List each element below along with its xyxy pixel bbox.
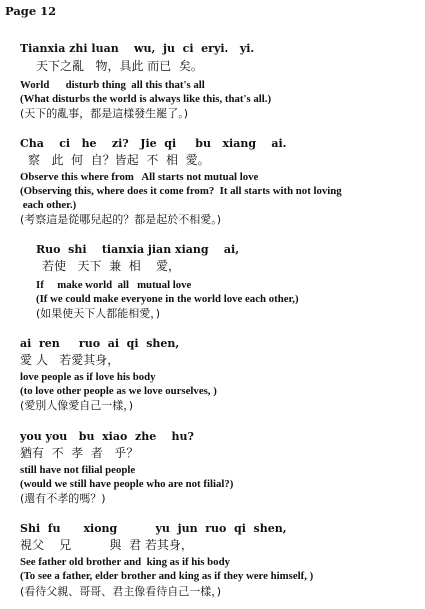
english-translation: (would we still have people who are not filial?) (20, 478, 234, 490)
pinyin-line: Cha ci he zi? Jie qi bu xiang ai. (20, 137, 287, 150)
chinese-translation: (天下的亂事，都是這樣發生罷了。) (20, 107, 189, 120)
english-translation: (If we could make everyone in the world love each other,) (36, 293, 299, 305)
english-gloss: love people as if love his body (20, 371, 156, 383)
chinese-line: 猶有 不 孝 者 乎？ (20, 446, 139, 460)
chinese-line: 愛 人 若愛其身， (20, 353, 120, 367)
chinese-line: 天下之亂 物，具此 而已 矣。 (36, 59, 203, 73)
pinyin-line: Shi fu xiong yu jun ruo qi shen, (20, 522, 287, 535)
chinese-translation: (考察這是從哪兒起的？都是起於不相愛。) (20, 213, 222, 226)
page-number: Page 12 (5, 4, 57, 18)
english-translation-continued: each other.) (20, 199, 77, 211)
english-gloss: still have not filial people (20, 464, 136, 476)
english-gloss: World disturb thing all this that's all (20, 79, 205, 91)
chinese-line: 察 此 何 自？皆起 不 相 愛。 (28, 153, 210, 167)
pinyin-line: Ruo shi tianxia jian xiang ai, (36, 243, 240, 256)
english-translation: (Observing this, where does it come from? It all starts with not loving (20, 185, 342, 197)
english-translation: (What disturbs the world is always like this, that's all.) (20, 93, 272, 105)
chinese-translation: (如果使天下人都能相愛，) (36, 307, 161, 320)
chinese-translation: (看待父親、哥哥、君主像看待自己一樣，) (20, 585, 222, 598)
pinyin-line: you you bu xiao zhe hu? (20, 430, 194, 443)
pinyin-line: Tianxia zhi luan wu, ju ci eryi. yi. (20, 42, 255, 55)
english-translation: (to love other people as we love ourselves, ) (20, 385, 217, 397)
chinese-line: 視父 兄 與 君 若其身， (20, 538, 193, 552)
chinese-line: 若使 天下 兼 相 愛， (42, 259, 180, 273)
chinese-translation: (還有不孝的嗎？) (20, 492, 106, 505)
english-translation: (To see a father, elder brother and king as if they were himself, ) (20, 570, 314, 582)
english-gloss: Observe this where from All starts not mutual love (20, 171, 259, 183)
english-gloss: If make world all mutual love (36, 279, 192, 291)
english-gloss: See father old brother and king as if his body (20, 556, 230, 568)
pinyin-line: ai ren ruo ai qi shen, (20, 337, 180, 350)
chinese-translation: (愛別人像愛自己一樣，) (20, 399, 134, 412)
